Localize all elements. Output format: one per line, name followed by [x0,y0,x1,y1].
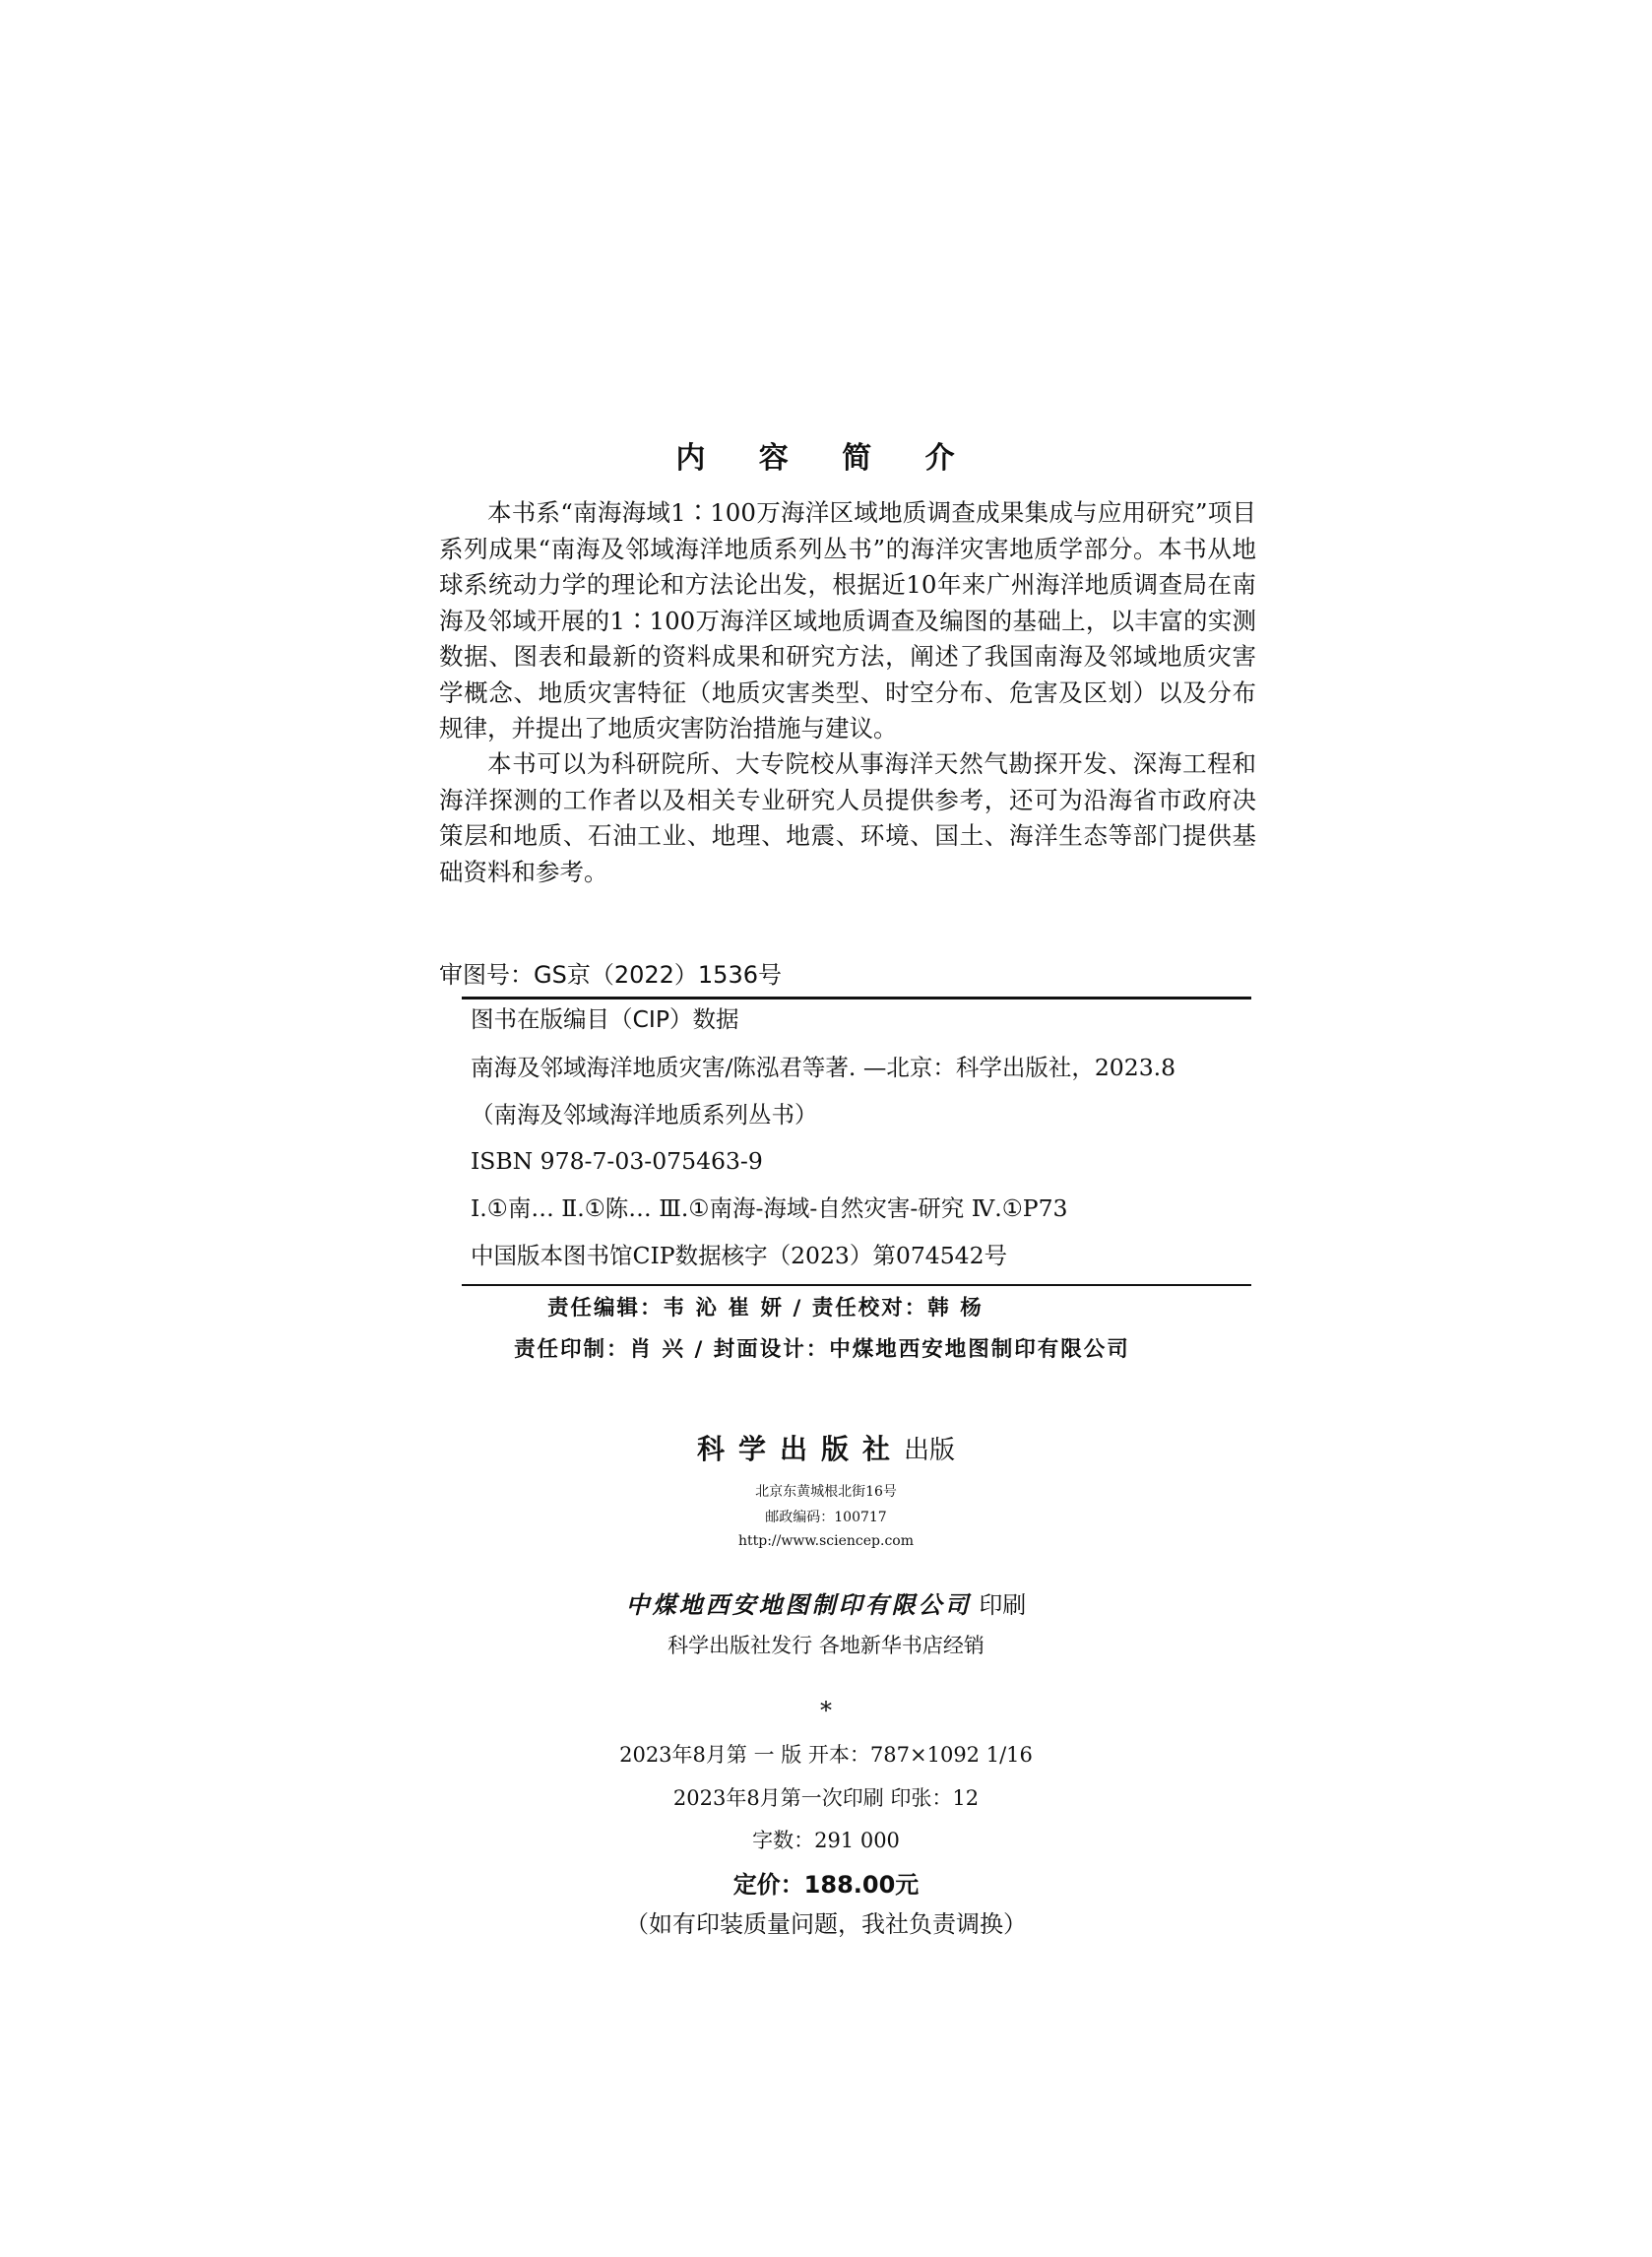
publisher-line [0,1428,1652,1467]
editor-credits: 责任编辑：韦 沁 崔 妍 / 责任校对：韩 杨 [547,1296,984,1321]
distribution-line: 科学出版社发行 各地新华书店经销 [667,1634,985,1657]
map-approval-number: 审图号：GS京（2022）1536号 [439,961,782,989]
printer-line [0,1585,1652,1620]
printer-suffix: 印刷 [979,1591,1027,1619]
printer-name: 中煤地西安地图制印有限公司 [625,1590,972,1619]
edition-line-2: 2023年8月第一次印刷 印张：12 [672,1786,980,1810]
cip-line: 中国版本图书馆CIP数据核字（2023）第074542号 [471,1242,1008,1269]
separator-star: * [820,1697,832,1724]
publisher-name: 科学出版社 [696,1433,904,1465]
production-credits: 责任印制：肖 兴 / 封面设计：中煤地西安地图制印有限公司 [514,1337,1130,1362]
summary-paragraph-1: 本书系“南海海域1∶100万海洋区域地质调查成果集成与应用研究”项目系列成果“南海及邻域海洋地质系列丛书”的海洋灾害地质学部分。本书从地球系统动力学的理论和方法论出发，根据近10年来广州海洋地质调查局在南海及邻域开展的1∶100万海洋区域地质调查及编图的基础上，以丰富的实测数据、图表和最新的资料成果和研究方法，阐述了我国南海及邻域地质灾害学概念、地质灾害特征（地质灾害类型、时空分布、危害及区划）以及分布规律，并提出了地质灾害防治措施与建议。 [439,498,1256,742]
cip-line: ISBN 978-7-03-075463-9 [471,1147,763,1175]
publisher-suffix: 出版 [904,1436,956,1465]
cip-header: 图书在版编目（CIP）数据 [471,1005,739,1033]
publisher-address: 北京东黄城根北街16号 [755,1484,897,1500]
publisher-postcode: 邮政编码：100717 [765,1510,887,1525]
quality-note: （如有印装质量问题，我社负责调换） [625,1910,1027,1938]
cip-bottom-rule [462,1284,1251,1286]
word-count: 字数：291 000 [752,1829,900,1852]
cip-line: 南海及邻域海洋地质灾害/陈泓君等著. —北京：科学出版社，2023.8 [471,1054,1176,1081]
summary-title: 内 容 简 介 [675,441,977,476]
cip-line: Ⅰ.①南… Ⅱ.①陈… Ⅲ.①南海-海域-自然灾害-研究 Ⅳ.①P73 [471,1194,1068,1222]
price: 定价：188.00元 [732,1871,920,1899]
edition-line-1: 2023年8月第 一 版 开本：787×1092 1/16 [619,1743,1033,1767]
cip-top-rule [462,997,1251,1000]
summary-paragraph-2: 本书可以为科研院所、大专院校从事海洋天然气勘探开发、深海工程和海洋探测的工作者以及相关专业研究人员提供参考，还可为沿海省市政府决策层和地质、石油工业、地理、地震、环境、国土、海洋生态等部门提供基础资料和参考。 [439,749,1256,886]
publisher-url: http://www.sciencep.com [737,1533,914,1549]
cip-line: （南海及邻域海洋地质系列丛书） [471,1101,818,1128]
